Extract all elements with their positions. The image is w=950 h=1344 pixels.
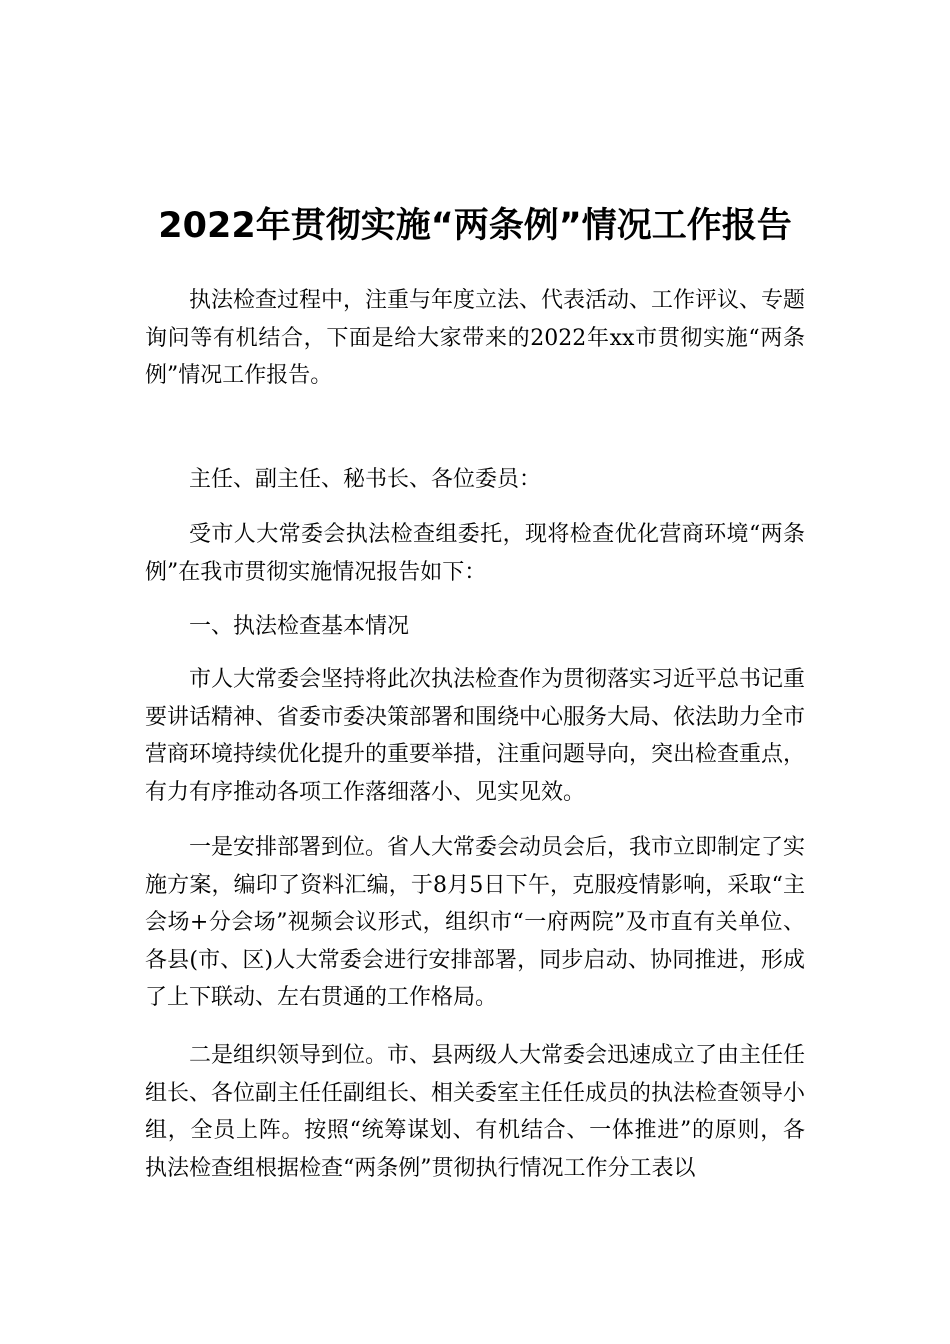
body-paragraph: 二是组织领导到位。市、县两级人大常委会迅速成立了由主任任组长、各位副主任任副组长、相关委室主任任成员的执法检查领导小组，全员上阵。按照“统筹谋划、有机结合、一体推进”的原则，各执法检查组根据检查“两条例”贯彻执行情况工作分工表以 <box>145 1043 806 1181</box>
entrust-paragraph: 受市人大常委会执法检查组委托，现将检查优化营商环境“两条例”在我市贯彻实施情况报告如下： <box>145 522 805 585</box>
document-title: 2022年贯彻实施“两条例”情况工作报告 <box>158 206 792 246</box>
intro-paragraph: 执法检查过程中，注重与年度立法、代表活动、工作评议、专题询问等有机结合，下面是给大家带来的2022年xx市贯彻实施“两条例”情况工作报告。 <box>145 288 806 388</box>
section-heading: 一、执法检查基本情况 <box>189 614 410 639</box>
body-paragraph: 一是安排部署到位。省人大常委会动员会后，我市立即制定了实施方案，编印了资料汇编，于8月5日下午，克服疫情影响，采取“主会场+分会场”视频会议形式，组织市“一府两院”及市直有关单位、各县(市、区)人大常委会进行安排部署，同步启动、协同推进，形成了上下联动、左右贯通的工作格局。 <box>145 835 806 1010</box>
salutation-paragraph: 主任、副主任、秘书长、各位委员： <box>189 467 542 492</box>
body-paragraph: 市人大常委会坚持将此次执法检查作为贯彻落实习近平总书记重要讲话精神、省委市委决策部署和围绕中心服务大局、依法助力全市营商环境持续优化提升的重要举措，注重问题导向，突出检查重点，有力有序推动各项工作落细落小、见实见效。 <box>145 667 806 805</box>
